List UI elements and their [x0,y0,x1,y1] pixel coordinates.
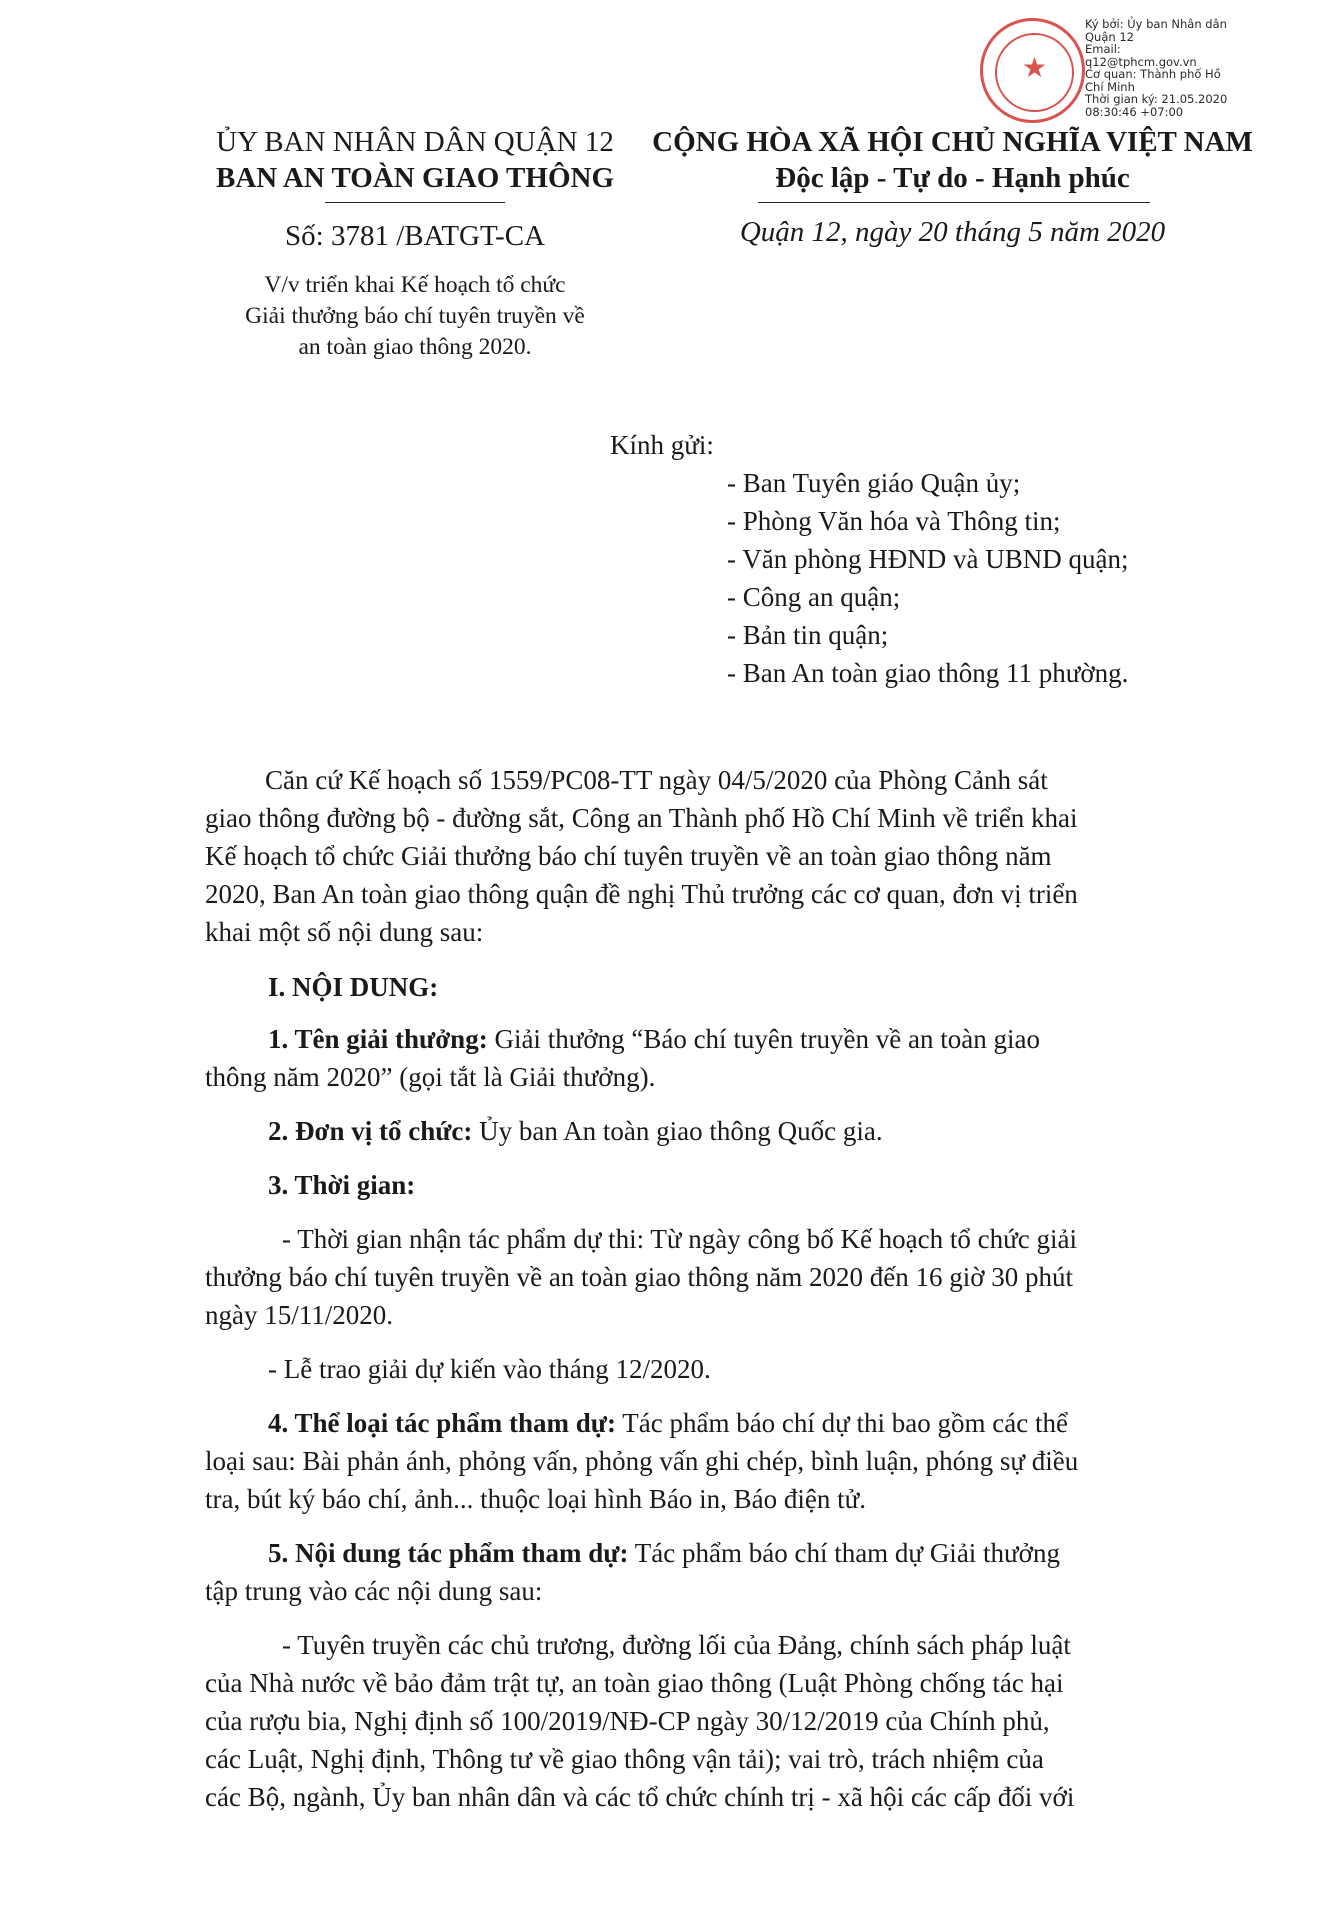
doc-date: Quận 12, ngày 20 tháng 5 năm 2020 [739,216,1166,248]
nation-motto: Độc lập - Tự do - Hạnh phúc [775,162,1130,194]
paragraph-line: Kế hoạch tổ chức Giải thưởng báo chí tuyên truyền về an toàn giao thông năm [205,841,1052,871]
doc-number: Số: 3781 /BATGT-CA [285,220,545,252]
recipient-item: - Công an quận; [727,582,901,612]
org-department: BAN AN TOÀN GIAO THÔNG [215,162,615,194]
signature-line: Ký bởi: Ủy ban Nhân dân [1085,17,1227,31]
signature-line: Email: [1085,42,1121,56]
paragraph-line: khai một số nội dung sau: [205,917,484,947]
item-4-label: 4. Thể loại tác phẩm tham dự: [268,1408,616,1438]
signature-line: Quận 12 [1085,29,1134,44]
paragraph-line: - Tuyên truyền các chủ trương, đường lối của Đảng, chính sách pháp luật [282,1630,1071,1660]
org-name: ỦY BAN NHÂN DÂN QUẬN 12 [216,126,614,158]
signature-line: Chí Minh [1085,79,1135,94]
item-1 [268,1020,1040,1058]
star-icon: ★ [1021,51,1048,84]
recipient-item: - Văn phòng HĐND và UBND quận; [727,544,1129,574]
doc-subject [195,270,635,363]
item-4 [268,1404,1068,1442]
paragraph-line: Căn cứ Kế hoạch số 1559/PC08-TT ngày 04/5/2020 của Phòng Cảnh sát [265,765,1048,795]
section-title: I. NỘI DUNG: [268,972,439,1002]
subject-line: an toàn giao thông 2020. [298,334,532,360]
recipients-list [727,464,1128,692]
digital-signature-seal [980,18,1085,123]
subject-line: Giải thưởng báo chí tuyên truyền về [245,303,585,329]
item-2-text: Ủy ban An toàn giao thông Quốc gia. [472,1116,883,1146]
paragraph-line: của rượu bia, Nghị định số 100/2019/NĐ-CP ngày 30/12/2019 của Chính phủ, [205,1706,1050,1736]
item-5 [268,1534,1060,1572]
recipients-label: Kính gửi: [610,430,714,460]
signature-line: 08:30:46 +07:00 [1085,104,1184,119]
signature-line: q12@tphcm.gov.vn [1085,54,1197,69]
item-5-label: 5. Nội dung tác phẩm tham dự: [268,1538,629,1568]
paragraph-line: giao thông đường bộ - đường sắt, Công an Thành phố Hồ Chí Minh về triển khai [205,803,1078,833]
paragraph-line: thông năm 2020” (gọi tắt là Giải thưởng). [205,1062,656,1092]
paragraph-line: tra, bút ký báo chí, ảnh... thuộc loại hình Báo in, Báo điện tử. [205,1484,867,1514]
paragraph-line: thưởng báo chí tuyên truyền về an toàn giao thông năm 2020 đến 16 giờ 30 phút [205,1262,1074,1292]
signature-line: Thời gian ký: 21.05.2020 [1085,92,1228,106]
paragraph-line: - Thời gian nhận tác phẩm dự thi: Từ ngày công bố Kế hoạch tổ chức giải [282,1224,1077,1254]
paragraph-line: loại sau: Bài phản ánh, phỏng vấn, phỏng vấn ghi chép, bình luận, phóng sự điều [205,1446,1079,1476]
org-underline [325,202,505,203]
signature-line: Cơ quan: Thành phố Hồ [1085,67,1221,81]
item-4-text: Tác phẩm báo chí dự thi bao gồm các thể [615,1408,1068,1438]
recipient-item: - Bản tin quận; [727,620,889,650]
nation-title: CỘNG HÒA XÃ HỘI CHỦ NGHĨA VIỆT NAM [652,126,1253,158]
item-1-text: Giải thưởng “Báo chí tuyên truyền về an toàn giao [487,1024,1040,1054]
paragraph-line: tập trung vào các nội dung sau: [205,1576,543,1606]
motto-underline [758,202,1150,203]
item-2-label: 2. Đơn vị tổ chức: [268,1116,473,1146]
paragraph-line: của Nhà nước về bảo đảm trật tự, an toàn giao thông (Luật Phòng chống tác hại [205,1668,1064,1698]
recipient-item: - Phòng Văn hóa và Thông tin; [727,506,1061,536]
subject-line: V/v triển khai Kế hoạch tổ chức [264,272,566,298]
paragraph-line: 2020, Ban An toàn giao thông quận đề nghị Thủ trưởng các cơ quan, đơn vị triển [205,879,1078,909]
recipient-item: - Ban An toàn giao thông 11 phường. [727,658,1129,688]
item-1-label: 1. Tên giải thưởng: [268,1024,488,1054]
item-2 [268,1112,883,1150]
paragraph-line: ngày 15/11/2020. [205,1300,393,1330]
paragraph-line: các Luật, Nghị định, Thông tư về giao thông vận tải); vai trò, trách nhiệm của [205,1744,1044,1774]
paragraph-line: - Lễ trao giải dự kiến vào tháng 12/2020. [268,1354,711,1384]
digital-signature-info [1085,18,1325,118]
recipient-item: - Ban Tuyên giáo Quận ủy; [727,468,1021,498]
paragraph-line: các Bộ, ngành, Ủy ban nhân dân và các tổ chức chính trị - xã hội các cấp đối với [205,1782,1075,1812]
item-5-text: Tác phẩm báo chí tham dự Giải thưởng [628,1538,1060,1568]
item-3-label: 3. Thời gian: [268,1170,416,1200]
